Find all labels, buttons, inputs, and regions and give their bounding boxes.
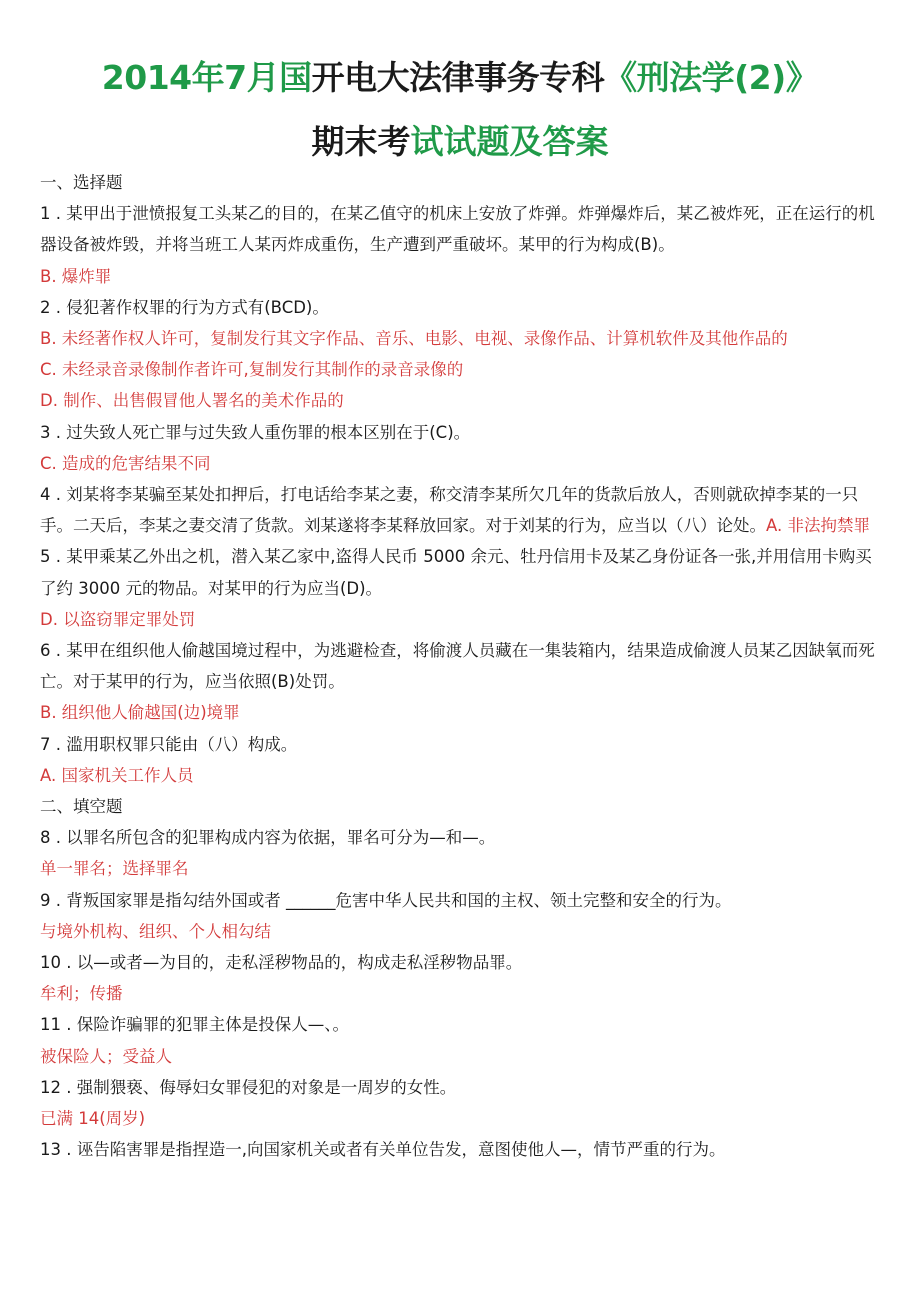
question-12: 12 . 强制猥亵、侮辱妇女罪侵犯的对象是一周岁的女性。 [40, 1077, 457, 1097]
section-heading-choice: 一、选择题 [40, 173, 123, 192]
document-body [40, 167, 880, 1166]
answer-11: 被保险人；受益人 [40, 1046, 172, 1066]
title-green-part-a: 2014年7月国 [101, 58, 312, 97]
answer-4: A. 非法拘禁罪 [766, 516, 870, 536]
question-6: 6 . 某甲在组织他人偷越国境过程中，为逃避检查，将偷渡人员藏在一集装箱内，结果造成偷渡人员某乙因缺氧而死亡。对于某甲的行为，应当依照(B)处罚。 [40, 641, 875, 692]
question-11: 11 . 保险诈骗罪的犯罪主体是投保人—、。 [40, 1015, 349, 1035]
title2-black-part: 期末考 [311, 122, 411, 161]
question-4 [40, 479, 880, 541]
title2-green-part: 试试题及答案 [410, 122, 609, 161]
answer-12: 已满 14(周岁) [40, 1109, 146, 1129]
question-2: 2 . 侵犯著作权罪的行为方式有(BCD)。 [40, 297, 329, 317]
title-green-part-b: 《刑法学(2)》 [604, 58, 819, 97]
answer-2-d: D. 制作、出售假冒他人署名的美术作品的 [40, 391, 344, 411]
question-4-text: 4 . 刘某将李某骗至某处扣押后，打电话给李某之妻，称交清李某所欠几年的货款后放人，否则就砍掉李某的一只手。二天后，李某之妻交清了货款。刘某遂将李某释放回家。对于刘某的行为，应当以（八）论处。 [40, 485, 859, 536]
answer-7: A. 国家机关工作人员 [40, 765, 194, 785]
answer-2-c: C. 未经录音录像制作者许可,复制发行其制作的录音录像的 [40, 360, 464, 380]
question-9: 9 . 背叛国家罪是指勾结外国或者 ______危害中华人民共和国的主权、领土完整和安全的行为。 [40, 890, 732, 910]
question-8: 8 . 以罪名所包含的犯罪构成内容为依据，罪名可分为—和—。 [40, 828, 496, 848]
document-title-line-2 [0, 116, 920, 163]
answer-10: 牟利；传播 [40, 984, 123, 1004]
question-5: 5 . 某甲乘某乙外出之机，潜入某乙家中,盗得人民币 5000 余元、牡丹信用卡及某乙身份证各一张,并用信用卡购买了约 3000 元的物品。对某甲的行为应当(D)。 [40, 547, 872, 598]
answer-5: D. 以盗窃罪定罪处罚 [40, 609, 196, 629]
question-3: 3 . 过失致人死亡罪与过失致人重伤罪的根本区别在于(C)。 [40, 422, 471, 442]
question-13: 13 . 诬告陷害罪是指捏造一,向国家机关或者有关单位告发，意图使他人—，情节严重的行为。 [40, 1140, 726, 1160]
section-heading-fill-blank: 二、填空题 [40, 797, 123, 817]
question-7: 7 . 滥用职权罪只能由（八）构成。 [40, 734, 298, 754]
answer-8: 单一罪名；选择罪名 [40, 859, 189, 879]
answer-3: C. 造成的危害结果不同 [40, 453, 211, 473]
answer-6: B. 组织他人偷越国(边)境罪 [40, 703, 240, 723]
question-10: 10 . 以—或者—为目的，走私淫秽物品的，构成走私淫秽物品罪。 [40, 953, 523, 973]
question-1: 1 . 某甲出于泄愤报复工头某乙的目的，在某乙值守的机床上安放了炸弹。炸弹爆炸后，某乙被炸死，正在运行的机器设备被炸毁，并将当班工人某丙炸成重伤，生产遭到严重破坏。某甲的行为构成(B)。 [40, 204, 875, 255]
title-black-part: 开电大法律事务专科 [311, 58, 605, 97]
answer-9: 与境外机构、组织、个人相勾结 [40, 921, 271, 941]
answer-2-b: B. 未经著作权人许可，复制发行其文字作品、音乐、电影、电视、录像作品、计算机软件及其他作品的 [40, 329, 788, 349]
answer-1: B. 爆炸罪 [40, 266, 112, 286]
document-title-line-1 [0, 52, 920, 99]
